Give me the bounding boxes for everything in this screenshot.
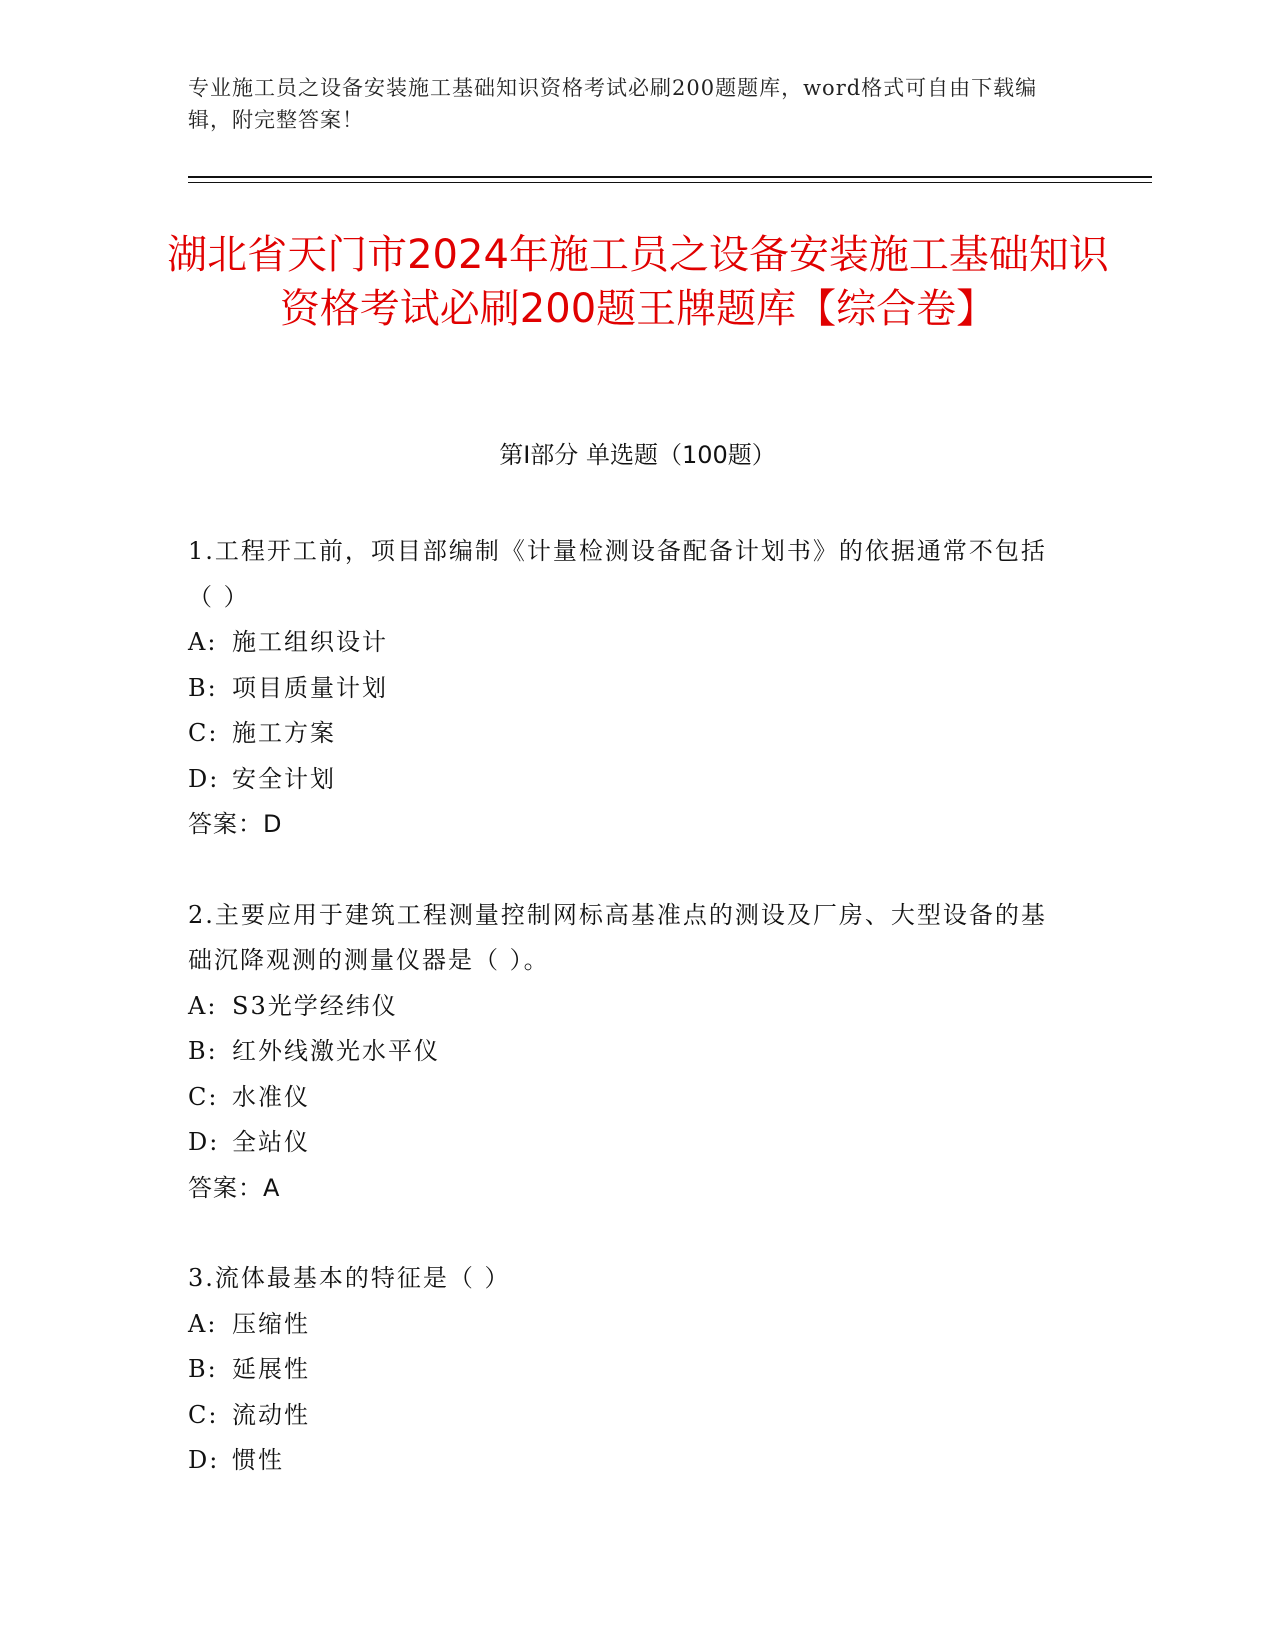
option-text: 全站仪 <box>232 1128 310 1156</box>
option-letter: A: <box>188 1309 218 1338</box>
option-c <box>188 1393 1068 1439</box>
option-b <box>188 1347 1068 1393</box>
option-b <box>188 1029 1068 1075</box>
section-heading: 第I部分 单选题（100题） <box>499 441 776 469</box>
option-text: 红外线激光水平仪 <box>232 1037 440 1065</box>
header-note: 专业施工员之设备安装施工基础知识资格考试必刷200题题库，word格式可自由下载编辑，附完整答案！ <box>188 76 1038 132</box>
option-letter: D: <box>188 764 220 793</box>
header-divider-thin <box>188 182 1152 183</box>
option-text: 压缩性 <box>232 1309 310 1338</box>
question-item <box>188 1256 1068 1484</box>
question-stem: 1.工程开工前，项目部编制《计量检测设备配备计划书》的依据通常不包括（ ） <box>188 537 1047 611</box>
question-stem: 3.流体最基本的特征是（ ） <box>188 1264 511 1292</box>
option-text: 安全计划 <box>232 764 336 793</box>
option-a <box>188 984 1068 1030</box>
question-stem: 2.主要应用于建筑工程测量控制网标高基准点的测设及厂房、大型设备的基础沉降观测的测量仪器是（ ）。 <box>188 900 1047 974</box>
option-letter: B: <box>188 673 218 702</box>
option-d <box>188 757 1068 803</box>
option-letter: C: <box>188 1082 219 1111</box>
option-c <box>188 1075 1068 1121</box>
option-text: 施工组织设计 <box>232 628 388 656</box>
answer-line: 答案：D <box>188 810 283 838</box>
option-text: 水准仪 <box>232 1082 310 1111</box>
option-letter: C: <box>188 1400 219 1429</box>
option-text: 项目质量计划 <box>232 673 388 702</box>
option-text: 惯性 <box>232 1446 284 1474</box>
answer-line: 答案：A <box>188 1173 281 1202</box>
question-list <box>188 529 1068 1529</box>
option-letter: D: <box>188 1446 220 1474</box>
option-a <box>188 1302 1068 1348</box>
option-b <box>188 666 1068 712</box>
option-letter: D: <box>188 1128 220 1156</box>
option-letter: B: <box>188 1037 218 1065</box>
option-text: 延展性 <box>232 1355 310 1383</box>
option-letter: B: <box>188 1355 218 1383</box>
question-item <box>188 529 1068 848</box>
option-text: S3光学经纬仪 <box>232 991 398 1020</box>
option-text: 施工方案 <box>232 719 336 747</box>
option-letter: A: <box>188 991 218 1020</box>
option-c <box>188 711 1068 757</box>
option-a <box>188 620 1068 666</box>
question-item <box>188 893 1068 1212</box>
option-d <box>188 1438 1068 1484</box>
header-divider-thick <box>188 176 1152 178</box>
document-title: 湖北省天门市2024年施工员之设备安装施工基础知识资格考试必刷200题王牌题库【综合卷】 <box>167 232 1109 332</box>
option-text: 流动性 <box>232 1400 310 1429</box>
option-letter: C: <box>188 719 219 747</box>
option-letter: A: <box>188 628 218 656</box>
option-d <box>188 1120 1068 1166</box>
